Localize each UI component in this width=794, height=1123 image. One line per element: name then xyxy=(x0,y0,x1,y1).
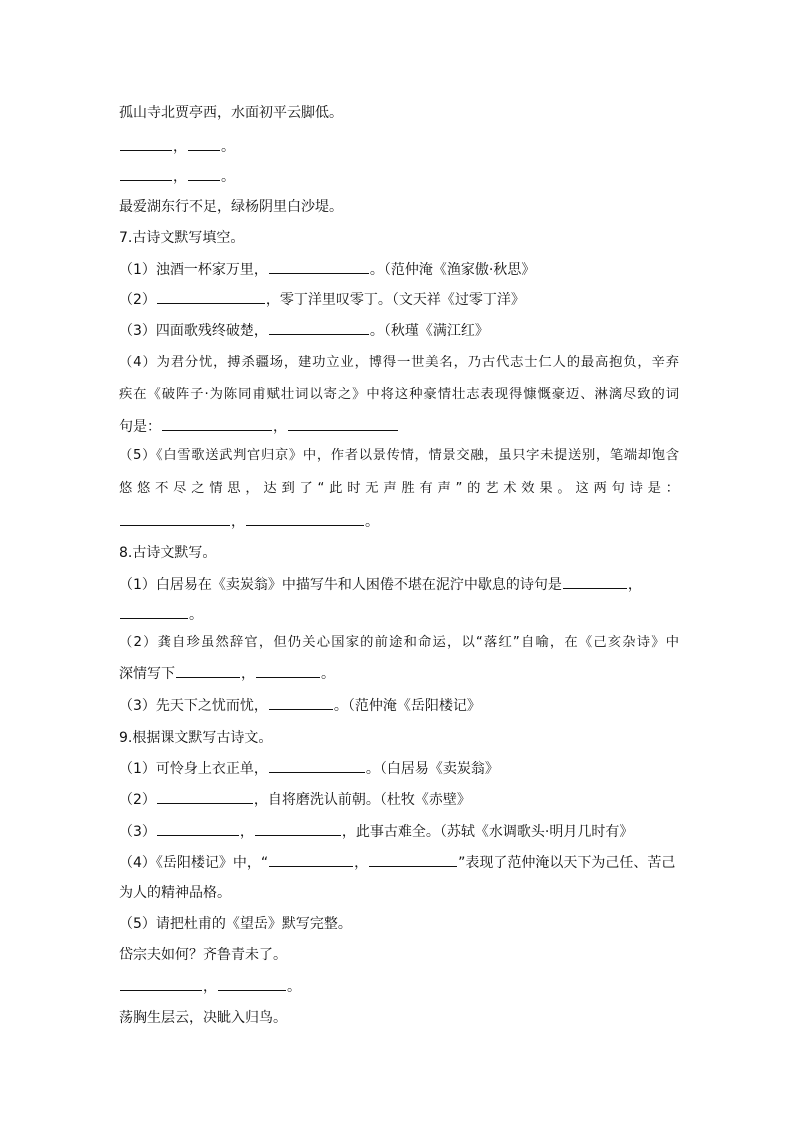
question-text: 句是： xyxy=(119,419,161,435)
question-text: 。（范仲淹《渔家傲·秋思》 xyxy=(369,262,536,278)
answer-blank[interactable] xyxy=(120,511,230,526)
question-text: 悠悠不尽之情思，达到了“此时无声胜有声”的艺术效果。这两句诗是： xyxy=(119,481,679,496)
question-item xyxy=(119,604,679,625)
answer-blank[interactable] xyxy=(120,604,188,619)
question-text: 深情写下 xyxy=(119,666,175,682)
fill-line xyxy=(119,136,679,157)
punctuation: ， xyxy=(173,139,187,155)
answer-blank[interactable] xyxy=(188,136,220,151)
question-text: ，此事古难全。（苏轼《水调歌头·明月几时有》 xyxy=(341,824,634,840)
question-item xyxy=(119,289,679,310)
question-item xyxy=(119,511,679,532)
question-item xyxy=(119,852,679,873)
question-text: （4）《岳阳楼记》中，“ xyxy=(119,855,269,871)
question-item xyxy=(119,320,679,341)
poem-text: 岱宗夫如何？齐鲁青未了。 xyxy=(119,947,287,963)
answer-blank[interactable] xyxy=(157,289,265,304)
punctuation: 。 xyxy=(287,979,301,995)
question-text: （3）先天下之忧而忧， xyxy=(119,698,268,714)
answer-blank[interactable] xyxy=(176,663,240,678)
question-text: （5）《白雪歌送武判官归京》中，作者以景传情，情景交融，虽只字未提送别，笔端却饱含 xyxy=(119,448,679,463)
question-text: ，零丁洋里叹零丁。（文天祥《过零丁洋》 xyxy=(265,292,525,308)
punctuation: ， xyxy=(173,169,187,185)
question-item xyxy=(119,353,679,373)
poem-text: 孤山寺北贾亭西，水面初平云脚低。 xyxy=(119,105,343,121)
question-text: 。（秋瑾《满江红》 xyxy=(369,323,489,339)
punctuation: 。 xyxy=(189,607,203,623)
question-text: 疾在《破阵子·为陈同甫赋壮词以寄之》中将这种豪情壮志表现得慷慨豪迈、淋漓尽致的词 xyxy=(119,387,679,402)
answer-blank[interactable] xyxy=(269,320,369,335)
punctuation: ， xyxy=(241,666,255,682)
answer-blank[interactable] xyxy=(120,976,202,991)
question-item xyxy=(119,883,679,903)
punctuation: 。 xyxy=(221,169,235,185)
question-text: ，自将磨洗认前朝。（杜牧《赤壁》 xyxy=(253,792,471,808)
question-title xyxy=(119,228,679,248)
question-text: ”表现了范仲淹以天下为己任、苦己 xyxy=(458,855,676,871)
answer-blank[interactable] xyxy=(288,416,398,431)
punctuation: ， xyxy=(354,855,369,871)
answer-blank[interactable] xyxy=(157,821,239,836)
question-text: 为人的精神品格。 xyxy=(119,885,231,901)
question-text: （1）浊酒一杯家万里， xyxy=(119,262,268,278)
poem-line xyxy=(119,103,679,123)
question-text: 。（范仲淹《岳阳楼记》 xyxy=(333,698,481,714)
question-title-text: 9.根据课文默写古诗文。 xyxy=(119,730,273,746)
answer-blank[interactable] xyxy=(246,511,364,526)
question-text: （1）可怜身上衣正单， xyxy=(119,761,268,777)
question-item xyxy=(119,758,679,779)
question-item xyxy=(119,914,679,934)
punctuation: 。 xyxy=(365,514,379,530)
question-item xyxy=(119,789,679,810)
punctuation: ， xyxy=(239,824,254,840)
punctuation: ， xyxy=(231,514,245,530)
question-text: （1）白居易在《卖炭翁》中描写牛和人困倦不堪在泥泞中歇息的诗句是 xyxy=(119,577,562,593)
question-item xyxy=(119,574,679,595)
poem-text: 最爱湖东行不足，绿杨阴里白沙堤。 xyxy=(119,199,343,215)
fill-line xyxy=(119,976,679,997)
question-title-text: 8.古诗文默写。 xyxy=(119,545,217,561)
poem-line xyxy=(119,197,679,217)
answer-blank[interactable] xyxy=(218,976,286,991)
question-item xyxy=(119,479,679,499)
answer-blank[interactable] xyxy=(255,821,341,836)
question-text: 。（白居易《卖炭翁》 xyxy=(365,761,499,777)
poem-text: 荡胸生层云，决眦入归鸟。 xyxy=(119,1010,287,1026)
answer-blank[interactable] xyxy=(120,166,172,181)
answer-blank[interactable] xyxy=(157,789,253,804)
question-text: （4）为君分忧，搏杀疆场，建功立业，博得一世美名，乃古代志士仁人的最高抱负，辛弃 xyxy=(119,355,679,370)
answer-blank[interactable] xyxy=(269,695,333,710)
question-title xyxy=(119,543,679,563)
question-item xyxy=(119,695,679,716)
punctuation: ， xyxy=(273,419,287,435)
punctuation: ， xyxy=(627,577,642,593)
punctuation: 。 xyxy=(221,139,235,155)
question-item xyxy=(119,385,679,405)
punctuation: 。 xyxy=(321,666,335,682)
question-text: （2）龚自珍虽然辞官，但仍关心国家的前途和命运，以“落红”自喻，在《己亥杂诗》中 xyxy=(119,635,679,650)
answer-blank[interactable] xyxy=(162,416,272,431)
question-item xyxy=(119,663,679,684)
question-text: （2） xyxy=(119,792,156,808)
question-item xyxy=(119,821,679,842)
answer-blank[interactable] xyxy=(269,852,353,867)
question-text: （3） xyxy=(119,824,156,840)
question-text: （5）请把杜甫的《望岳》默写完整。 xyxy=(119,916,352,932)
question-item xyxy=(119,259,679,280)
question-title xyxy=(119,728,679,748)
fill-line xyxy=(119,166,679,187)
poem-line xyxy=(119,1008,679,1028)
question-text: （2） xyxy=(119,292,156,308)
answer-blank[interactable] xyxy=(256,663,320,678)
answer-blank[interactable] xyxy=(369,852,457,867)
question-text: （3）四面歌残终破楚， xyxy=(119,323,268,339)
question-item xyxy=(119,446,679,466)
punctuation: ， xyxy=(203,979,217,995)
question-item xyxy=(119,416,679,437)
poem-line xyxy=(119,945,679,965)
answer-blank[interactable] xyxy=(188,166,220,181)
answer-blank[interactable] xyxy=(269,758,365,773)
answer-blank[interactable] xyxy=(563,574,627,589)
question-item xyxy=(119,633,679,653)
question-title-text: 7.古诗文默写填空。 xyxy=(119,230,245,246)
answer-blank[interactable] xyxy=(120,136,172,151)
answer-blank[interactable] xyxy=(269,259,369,274)
